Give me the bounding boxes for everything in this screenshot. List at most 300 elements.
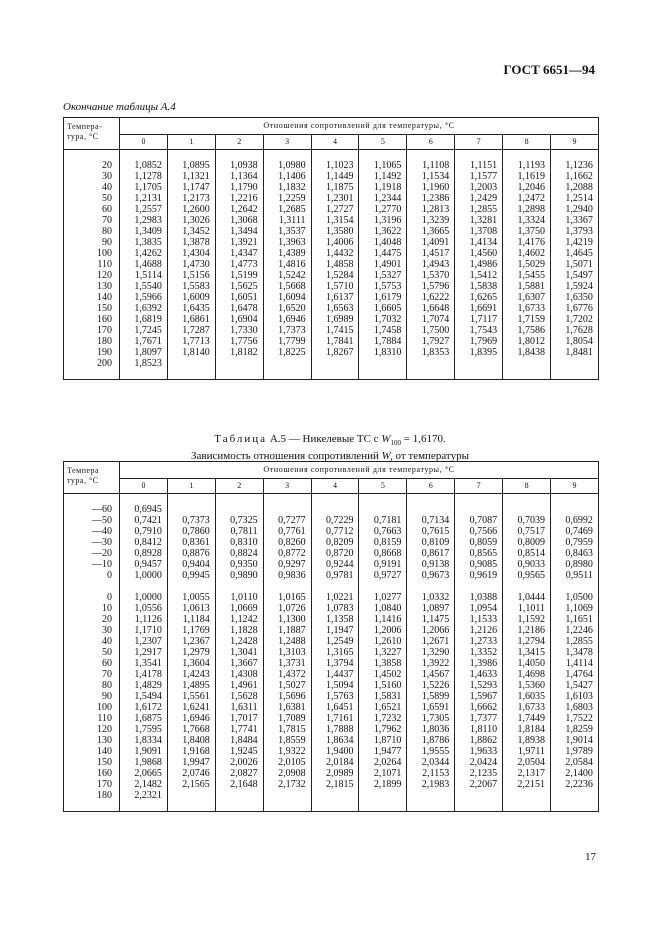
- table-row: [64, 790, 599, 801]
- ratio-cell: 0,9244: [311, 559, 359, 570]
- temperature-cell: 130: [64, 735, 120, 746]
- ratio-cell: 1,6691: [455, 303, 503, 314]
- temperature-cell: —40: [64, 526, 120, 537]
- ratio-cell: 1,8862: [455, 735, 503, 746]
- ratio-cell: 1,2488: [263, 636, 311, 647]
- ratio-cell: 1,1151: [455, 160, 503, 171]
- ratio-cell: 2,0504: [503, 757, 551, 768]
- ratio-cell: 1,9014: [551, 735, 599, 746]
- temperature-cell: 160: [64, 768, 120, 779]
- table-row: [64, 603, 599, 614]
- table-row: [64, 614, 599, 625]
- ratio-cell: 1,4308: [215, 669, 263, 680]
- ratio-cell: 0,8617: [407, 548, 455, 559]
- ratio-cell: 1,5583: [167, 281, 215, 292]
- empty-cell: [215, 494, 263, 505]
- ratio-cell: 1,1475: [407, 614, 455, 625]
- ratio-cell: 0,7615: [407, 526, 455, 537]
- ratio-cell: 1,0000: [120, 592, 168, 603]
- ratio-cell: 1,1065: [359, 160, 407, 171]
- table-row: [64, 669, 599, 680]
- ratio-cell: 2,1153: [407, 768, 455, 779]
- ratio-cell: 1,8408: [167, 735, 215, 746]
- empty-cell: [407, 150, 455, 161]
- ratio-cell: 1,3858: [359, 658, 407, 669]
- ratio-cell: 1,6478: [215, 303, 263, 314]
- ratio-cell: 0,7229: [311, 515, 359, 526]
- ratio-cell: 1,9555: [407, 746, 455, 757]
- ratio-cell: 0,9945: [167, 570, 215, 581]
- ratio-cell: 1,4688: [120, 259, 168, 270]
- empty-cell: [120, 150, 168, 161]
- ratio-cell: 1,4050: [503, 658, 551, 669]
- temperature-cell: 40: [64, 636, 120, 647]
- ratio-cell: 1,2642: [215, 204, 263, 215]
- ratio-cell: [551, 504, 599, 515]
- ratio-cell: 1,1364: [215, 171, 263, 182]
- ratio-cell: 1,6521: [359, 702, 407, 713]
- ratio-cell: 1,1126: [120, 614, 168, 625]
- ratio-cell: 0,7761: [263, 526, 311, 537]
- temperature-column-header: Темпера- тура, °С: [64, 118, 120, 150]
- ratio-cell: 1,1747: [167, 182, 215, 193]
- ratio-cell: 0,8412: [120, 537, 168, 548]
- table-row: [64, 336, 599, 347]
- ratio-cell: 1,2770: [359, 204, 407, 215]
- table-row: [64, 636, 599, 647]
- ratio-cell: 1,2557: [120, 204, 168, 215]
- ratio-cell: 1,6172: [120, 702, 168, 713]
- ratio-cell: 0,7566: [455, 526, 503, 537]
- ratio-cell: 2,0665: [120, 768, 168, 779]
- ratio-cell: 1,6051: [215, 292, 263, 303]
- ratio-cell: 1,9633: [455, 746, 503, 757]
- ratio-cell: 1,5027: [263, 680, 311, 691]
- ratio-cell: 1,7522: [551, 713, 599, 724]
- ratio-cell: [359, 790, 407, 801]
- ratio-cell: 1,5625: [215, 281, 263, 292]
- ratio-cell: 1,2126: [455, 625, 503, 636]
- ratio-cell: 1,5967: [455, 691, 503, 702]
- ratio-cell: 1,0332: [407, 592, 455, 603]
- ratio-cell: 1,5293: [455, 680, 503, 691]
- ratio-cell: 0,9781: [311, 570, 359, 581]
- ratio-cell: 1,5881: [503, 281, 551, 292]
- ratio-cell: 1,0897: [407, 603, 455, 614]
- ratio-cell: 1,2685: [263, 204, 311, 215]
- ratio-cell: 1,6350: [551, 292, 599, 303]
- table-row: [64, 160, 599, 171]
- ratio-cell: 1,8523: [120, 358, 168, 369]
- column-number-header: 7: [455, 479, 503, 494]
- ratio-cell: 0,7181: [359, 515, 407, 526]
- column-number-header: 4: [311, 479, 359, 494]
- column-number-header: 9: [551, 135, 599, 150]
- ratio-cell: 1,3041: [215, 647, 263, 658]
- ratio-cell: 1,7232: [359, 713, 407, 724]
- ratio-cell: 1,1710: [120, 625, 168, 636]
- empty-cell: [551, 801, 599, 812]
- ratio-cell: 1,4986: [455, 259, 503, 270]
- ratio-cell: 0,7087: [455, 515, 503, 526]
- empty-cell: [455, 150, 503, 161]
- ratio-cell: 1,3239: [407, 215, 455, 226]
- ratio-cell: 1,5199: [215, 270, 263, 281]
- table-a4-caption: Окончание таблицы А.4: [63, 101, 176, 113]
- column-number-header: 2: [215, 479, 263, 494]
- ratio-cell: 1,6009: [167, 292, 215, 303]
- ratio-cell: 1,7969: [455, 336, 503, 347]
- ratio-cell: 1,8438: [503, 347, 551, 358]
- ratio-cell: 1,0954: [455, 603, 503, 614]
- ratio-cell: 1,1705: [120, 182, 168, 193]
- empty-cell: [167, 801, 215, 812]
- ratio-cell: 2,0264: [359, 757, 407, 768]
- ratio-cell: 2,1565: [167, 779, 215, 790]
- ratio-cell: 1,8225: [263, 347, 311, 358]
- ratio-cell: 1,8634: [311, 735, 359, 746]
- ratio-cell: 1,6179: [359, 292, 407, 303]
- ratio-cell: 0,6992: [551, 515, 599, 526]
- ratio-cell: 1,4961: [215, 680, 263, 691]
- ratio-cell: 1,8481: [551, 347, 599, 358]
- ratio-cell: 2,1983: [407, 779, 455, 790]
- ratio-cell: 1,1011: [503, 603, 551, 614]
- ratio-cell: 1,2898: [503, 204, 551, 215]
- table-row: [64, 237, 599, 248]
- temperature-cell: 130: [64, 281, 120, 292]
- ratio-cell: 1,5497: [551, 270, 599, 281]
- ratio-cell: 1,9711: [503, 746, 551, 757]
- table-row: [64, 259, 599, 270]
- ratio-cell: 0,8514: [503, 548, 551, 559]
- ratio-cell: 0,9890: [215, 570, 263, 581]
- ratio-cell: 1,3026: [167, 215, 215, 226]
- ratio-cell: 1,0388: [455, 592, 503, 603]
- temperature-cell: 150: [64, 303, 120, 314]
- empty-cell: [120, 369, 168, 380]
- ratio-cell: 1,6265: [455, 292, 503, 303]
- ratio-cell: 1,4764: [551, 669, 599, 680]
- ratio-cell: 1,1947: [311, 625, 359, 636]
- ratio-cell: 1,2472: [503, 193, 551, 204]
- table-row: [64, 570, 599, 581]
- table-row: [64, 526, 599, 537]
- resistance-ratio-header: Отношения сопротивлений для температуры, °С: [120, 118, 599, 135]
- ratio-cell: 0,7421: [120, 515, 168, 526]
- temperature-cell: 170: [64, 325, 120, 336]
- column-number-header: 8: [503, 479, 551, 494]
- ratio-cell: 1,4633: [455, 669, 503, 680]
- ratio-cell: 2,2067: [455, 779, 503, 790]
- ratio-cell: 1,9322: [263, 746, 311, 757]
- table-row: [64, 537, 599, 548]
- ratio-cell: 1,2917: [120, 647, 168, 658]
- ratio-cell: 1,8559: [263, 735, 311, 746]
- empty-cell: [64, 801, 120, 812]
- ratio-cell: 1,4389: [263, 248, 311, 259]
- ratio-cell: 1,2386: [407, 193, 455, 204]
- ratio-cell: 1,2173: [167, 193, 215, 204]
- ratio-cell: 0,8109: [407, 537, 455, 548]
- empty-cell: [359, 369, 407, 380]
- ratio-cell: 1,8182: [215, 347, 263, 358]
- temperature-cell: 140: [64, 292, 120, 303]
- table-row: [64, 504, 599, 515]
- ratio-cell: 1,1769: [167, 625, 215, 636]
- table-row: [64, 559, 599, 570]
- empty-cell: [263, 581, 311, 592]
- column-number-header: 6: [407, 135, 455, 150]
- ratio-cell: 1,4567: [407, 669, 455, 680]
- ratio-cell: 1,7815: [263, 724, 311, 735]
- ratio-cell: 1,4858: [311, 259, 359, 270]
- ratio-cell: 1,2131: [120, 193, 168, 204]
- ratio-cell: 1,4645: [551, 248, 599, 259]
- ratio-cell: 1,3750: [503, 226, 551, 237]
- ratio-cell: [167, 504, 215, 515]
- ratio-cell: [215, 504, 263, 515]
- empty-cell: [503, 369, 551, 380]
- ratio-cell: 1,1790: [215, 182, 263, 193]
- ratio-cell: 1,6094: [263, 292, 311, 303]
- ratio-cell: 1,3622: [359, 226, 407, 237]
- ratio-cell: 1,3667: [215, 658, 263, 669]
- ratio-cell: 1,6803: [551, 702, 599, 713]
- ratio-cell: 1,7089: [263, 713, 311, 724]
- column-number-header: 5: [359, 479, 407, 494]
- column-number-header: 3: [263, 479, 311, 494]
- empty-cell: [503, 494, 551, 505]
- column-number-row: [64, 479, 599, 494]
- column-number-header: 1: [167, 135, 215, 150]
- table-a4: [63, 117, 599, 380]
- blank-row: [64, 581, 599, 592]
- temperature-cell: 60: [64, 658, 120, 669]
- table-row: [64, 171, 599, 182]
- ratio-cell: 1,2066: [407, 625, 455, 636]
- ratio-cell: [503, 790, 551, 801]
- ratio-cell: 1,6451: [311, 702, 359, 713]
- table-row: [64, 625, 599, 636]
- temperature-cell: 60: [64, 204, 120, 215]
- temperature-cell: 40: [64, 182, 120, 193]
- ratio-cell: [503, 358, 551, 369]
- ratio-cell: 1,1321: [167, 171, 215, 182]
- ratio-cell: 1,0110: [215, 592, 263, 603]
- ratio-cell: 1,2301: [311, 193, 359, 204]
- empty-cell: [407, 581, 455, 592]
- ratio-cell: 1,0500: [551, 592, 599, 603]
- ratio-cell: 1,5071: [551, 259, 599, 270]
- ratio-cell: 1,8097: [120, 347, 168, 358]
- ratio-cell: 1,6392: [120, 303, 168, 314]
- ratio-cell: 1,7458: [359, 325, 407, 336]
- ratio-cell: 1,5427: [551, 680, 599, 691]
- ratio-cell: 1,3352: [455, 647, 503, 658]
- ratio-cell: 2,1071: [359, 768, 407, 779]
- empty-cell: [503, 150, 551, 161]
- ratio-cell: 1,3665: [407, 226, 455, 237]
- ratio-cell: 1,7628: [551, 325, 599, 336]
- ratio-cell: 1,1184: [167, 614, 215, 625]
- empty-cell: [120, 494, 168, 505]
- ratio-cell: 1,5540: [120, 281, 168, 292]
- table-row: [64, 757, 599, 768]
- ratio-cell: 0,7712: [311, 526, 359, 537]
- ratio-cell: 1,8334: [120, 735, 168, 746]
- table-a5-title: Таблица А.5 — Никелевые ТС с $W_{100} = 1,6170$.: [214, 433, 446, 448]
- empty-cell: [263, 801, 311, 812]
- column-number-header: 5: [359, 135, 407, 150]
- temperature-cell: 70: [64, 669, 120, 680]
- ratio-cell: 1,6989: [311, 314, 359, 325]
- ratio-cell: 1,6733: [503, 303, 551, 314]
- table-row: [64, 292, 599, 303]
- ratio-cell: [551, 790, 599, 801]
- ratio-cell: 1,5242: [263, 270, 311, 281]
- ratio-cell: 1,7032: [359, 314, 407, 325]
- empty-cell: [311, 801, 359, 812]
- ratio-cell: 2,0424: [455, 757, 503, 768]
- ratio-cell: 1,6648: [407, 303, 455, 314]
- ratio-cell: 0,7325: [215, 515, 263, 526]
- ratio-cell: 1,7799: [263, 336, 311, 347]
- table-row: [64, 270, 599, 281]
- table-row: [64, 724, 599, 735]
- ratio-cell: 1,3196: [359, 215, 407, 226]
- table-row: [64, 193, 599, 204]
- ratio-cell: 1,2367: [167, 636, 215, 647]
- temperature-cell: 10: [64, 603, 120, 614]
- ratio-cell: 1,5561: [167, 691, 215, 702]
- ratio-cell: 1,4347: [215, 248, 263, 259]
- ratio-cell: 1,7117: [455, 314, 503, 325]
- temperature-cell: 0: [64, 570, 120, 581]
- empty-cell: [359, 494, 407, 505]
- ratio-cell: 1,5455: [503, 270, 551, 281]
- ratio-cell: 0,7811: [215, 526, 263, 537]
- ratio-cell: 1,4048: [359, 237, 407, 248]
- ratio-cell: 0,9033: [503, 559, 551, 570]
- ratio-cell: 1,2216: [215, 193, 263, 204]
- ratio-cell: 1,2671: [407, 636, 455, 647]
- ratio-cell: 1,2733: [455, 636, 503, 647]
- ratio-cell: 1,1236: [551, 160, 599, 171]
- ratio-cell: 1,1662: [551, 171, 599, 182]
- empty-cell: [407, 494, 455, 505]
- ratio-cell: 1,2983: [120, 215, 168, 226]
- ratio-cell: 1,5412: [455, 270, 503, 281]
- ratio-cell: 0,8565: [455, 548, 503, 559]
- ratio-cell: 1,6222: [407, 292, 455, 303]
- ratio-cell: 1,2940: [551, 204, 599, 215]
- ratio-cell: 1,3878: [167, 237, 215, 248]
- ratio-cell: 1,3731: [263, 658, 311, 669]
- temperature-cell: —20: [64, 548, 120, 559]
- temperature-cell: 180: [64, 790, 120, 801]
- ratio-cell: 1,1358: [311, 614, 359, 625]
- ratio-cell: 0,9836: [263, 570, 311, 581]
- temperature-cell: 20: [64, 614, 120, 625]
- table-row: [64, 658, 599, 669]
- ratio-cell: 1,7671: [120, 336, 168, 347]
- ratio-cell: 1,9245: [215, 746, 263, 757]
- ratio-cell: 1,4432: [311, 248, 359, 259]
- ratio-cell: 1,5327: [359, 270, 407, 281]
- ratio-cell: 1,8267: [311, 347, 359, 358]
- temperature-cell: 50: [64, 647, 120, 658]
- temperature-cell: 120: [64, 724, 120, 735]
- temperature-cell: 90: [64, 237, 120, 248]
- ratio-cell: 1,4829: [120, 680, 168, 691]
- ratio-cell: 0,8009: [503, 537, 551, 548]
- ratio-cell: [455, 358, 503, 369]
- ratio-cell: 1,5796: [407, 281, 455, 292]
- empty-cell: [167, 581, 215, 592]
- ratio-cell: [215, 358, 263, 369]
- ratio-cell: 1,6381: [263, 702, 311, 713]
- ratio-cell: 1,1278: [120, 171, 168, 182]
- empty-cell: [215, 369, 263, 380]
- temperature-cell: 170: [64, 779, 120, 790]
- ratio-cell: 1,0000: [120, 570, 168, 581]
- empty-cell: [503, 801, 551, 812]
- ratio-cell: 1,7161: [311, 713, 359, 724]
- ratio-cell: 1,1875: [311, 182, 359, 193]
- ratio-cell: 1,7741: [215, 724, 263, 735]
- ratio-cell: 1,7415: [311, 325, 359, 336]
- ratio-cell: [263, 504, 311, 515]
- ratio-cell: 1,6904: [215, 314, 263, 325]
- empty-cell: [407, 801, 455, 812]
- ratio-cell: 0,6945: [120, 504, 168, 515]
- ratio-cell: 2,0746: [167, 768, 215, 779]
- ratio-cell: 1,3290: [407, 647, 455, 658]
- ratio-cell: 1,3324: [503, 215, 551, 226]
- table-row: [64, 515, 599, 526]
- empty-cell: [311, 581, 359, 592]
- table-row: [64, 702, 599, 713]
- ratio-cell: 1,8353: [407, 347, 455, 358]
- empty-cell: [64, 369, 120, 380]
- ratio-cell: 1,6307: [503, 292, 551, 303]
- temperature-cell: 120: [64, 270, 120, 281]
- ratio-cell: 1,7884: [359, 336, 407, 347]
- empty-cell: [455, 494, 503, 505]
- ratio-cell: 1,5628: [215, 691, 263, 702]
- ratio-cell: 0,9511: [551, 570, 599, 581]
- ratio-cell: 1,3452: [167, 226, 215, 237]
- column-number-header: 1: [167, 479, 215, 494]
- column-number-header: 0: [120, 479, 168, 494]
- table-row: [64, 182, 599, 193]
- ratio-cell: 1,7330: [215, 325, 263, 336]
- ratio-cell: 1,0895: [167, 160, 215, 171]
- ratio-cell: 1,5763: [311, 691, 359, 702]
- ratio-cell: 0,9138: [407, 559, 455, 570]
- ratio-cell: [167, 790, 215, 801]
- ratio-cell: 1,8054: [551, 336, 599, 347]
- ratio-cell: 1,7500: [407, 325, 455, 336]
- temperature-cell: 110: [64, 713, 120, 724]
- resistance-ratio-header: Отношения сопротивлений для температуры, °С: [120, 462, 599, 479]
- temperature-cell: 20: [64, 160, 120, 171]
- ratio-cell: 1,1069: [551, 603, 599, 614]
- empty-cell: [455, 581, 503, 592]
- ratio-cell: 1,7543: [455, 325, 503, 336]
- ratio-cell: 1,3604: [167, 658, 215, 669]
